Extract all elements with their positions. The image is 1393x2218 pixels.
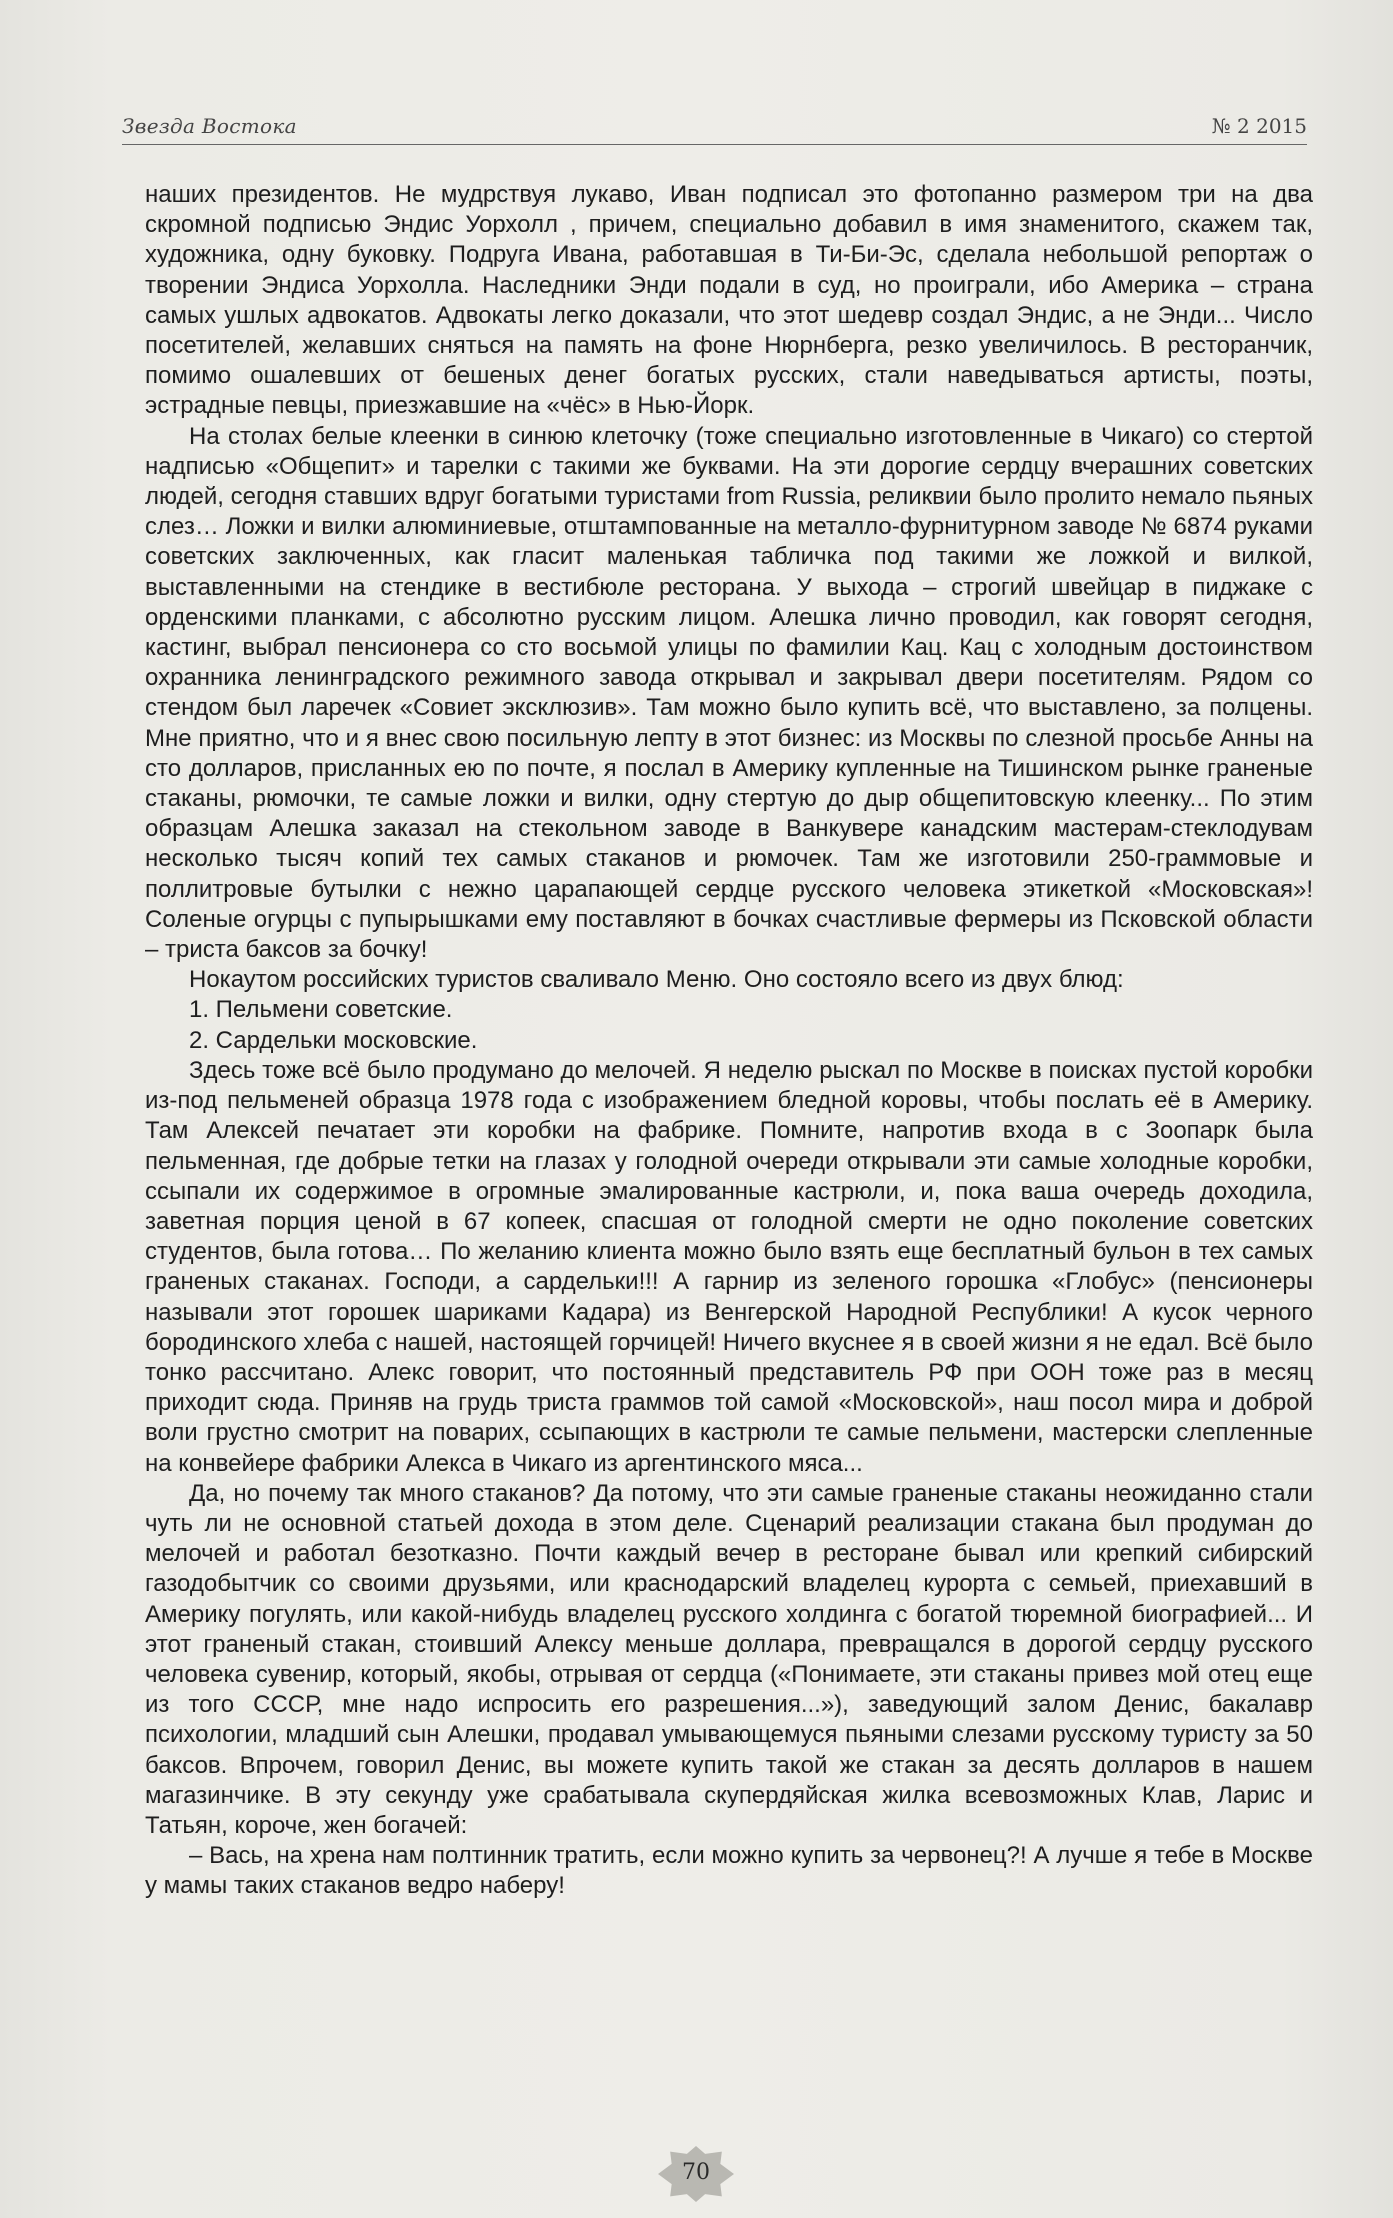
- issue-number: № 2 2015: [1211, 114, 1307, 138]
- paragraph: Нокаутом российских туристов сваливало Меню. Оно состояло всего из двух блюд:: [189, 966, 1124, 994]
- paragraph: – Вась, на хрена нам полтинник тратить, если можно купить за червонец?! А лучше я тебе в Москве у мамы таких стаканов ведро наберу!: [145, 1842, 1313, 1900]
- journal-title: Звезда Востока: [122, 114, 297, 138]
- paragraph: Здесь тоже всё было продумано до мелочей. Я неделю рыскал по Москве в поисках пустой коробки из-под пельменей образца 1978 года с изображением бледной коровы, чтобы послать её в Америку. Там Алексей печатает эти коробки на фабрике. Помните, напротив входа в с Зоопарк была пельменная, где добрые тетки на глазах у голодной очереди открывали эти самые холодные коробки, ссыпали их содержимое в огромные эмалированные кастрюли, и, пока ваша очередь доходила, заветная порция ценой в 67 копеек, спасшая от голодной смерти не одно поколение советских студентов, была готова… По желанию клиента можно было взять еще бесплатный бульон в тех самых граненых стаканах. Господи, а сардельки!!! А гарнир из зеленого горошка «Глобус» (пенсионеры называли этот горошек шариками Кадара) из Венгерской Народной Республики! А кусок черного бородинского хлеба с нашей, настоящей горчицей! Ничего вкуснее я в своей жизни я не едал. Всё было тонко рассчитано. Алекс говорит, что постоянный представитель РФ при ООН тоже раз в месяц приходит сюда. Приняв на грудь триста граммов той самой «Московской», наш посол мира и доброй воли грустно смотрит на поварих, ссыпающих в кастрюли те самые пельмени, мастерски слепленные на конвейере фабрики Алекса в Чикаго из аргентинского мяса...: [145, 1056, 1313, 1477]
- running-header: [122, 108, 1307, 148]
- header-divider: [122, 144, 1307, 145]
- menu-item: 2. Сардельки московские.: [189, 1026, 478, 1054]
- paragraph: Да, но почему так много стаканов? Да потому, что эти самые граненые стаканы неожиданно стали чуть ли не основной статьей дохода в этом деле. Сценарий реализации стакана был продуман до мелочей и работал безотказно. Почти каждый вечер в ресторане бывал или крепкий сибирский газодобытчик со своими друзьями, или краснодарский владелец курорта с семьей, приехавший в Америку погулять, или какой-нибудь владелец русского холдинга с богатой тюремной биографией... И этот граненый стакан, стоивший Алексу меньше доллара, превращался в дорогой сердцу русского человека сувенир, который, якобы, отрывая от сердца («Понимаете, эти стаканы привез мой отец еще из того СССР, мне надо испросить его разрешения...»), заведующий залом Денис, бакалавр психологии, младший сын Алешки, продавал умывающемуся пьяными слезами русскому туристу за 50 баксов. Впрочем, говорил Денис, вы можете купить такой же стакан за десять долларов в нашем магазинчике. В эту секунду уже срабатывала скупердяйская жилка всевозможных Клав, Ларис и Татьян, короче, жен богачей:: [145, 1479, 1313, 1839]
- menu-item: 1. Пельмени советские.: [189, 996, 453, 1024]
- paragraph: На столах белые клеенки в синюю клеточку (тоже специально изготовленные в Чикаго) со стертой надписью «Общепит» и тарелки с такими же буквами. На эти дорогие сердцу вчерашних советских людей, сегодня ставших вдруг богатыми туристами from Russia, реликвии было пролито немало пьяных слез… Ложки и вилки алюминиевые, отштампованные на металло-фурнитурном заводе № 6874 руками советских заключенных, как гласит маленькая табличка под такими же ложкой и вилкой, выставленными на стендике в вестибюле ресторана. У выхода – строгий швейцар в пиджаке с орденскими планками, с абсолютно русским лицом. Алешка лично проводил, как говорят сегодня, кастинг, выбрал пенсионера со сто восьмой улицы по фамилии Кац. Кац с холодным достоинством охранника ленинградского режимного завода открывал и закрывал двери посетителям. Рядом со стендом был ларечек «Совиет эксклюзив». Там можно было купить всё, что выставлено, за полцены. Мне приятно, что и я внес свою посильную лепту в этот бизнес: из Москвы по слезной просьбе Анны на сто долларов, присланных ею по почте, я послал в Америку купленные на Тишинском рынке граненые стаканы, рюмочки, те самые ложки и вилки, одну стертую до дыр общепитовскую клеенку... По этим образцам Алешка заказал на стекольном заводе в Ванкувере канадским мастерам-стеклодувам несколько тысяч копий тех самых стаканов и рюмочек. Там же изготовили 250-граммовые и поллитровые бутылки с нежно царапающей сердце русского человека этикеткой «Московская»! Соленые огурцы с пупырышками ему поставляют в бочках счастливые фермеры из Псковской области – триста баксов за бочку!: [145, 422, 1313, 964]
- page-number: 70: [682, 2160, 710, 2185]
- paragraph: наших президентов. Не мудрствуя лукаво, Иван подписал это фотопанно размером три на два скромной подписью Эндис Уорхолл , причем, специально добавил в имя знаменитого, скажем так, художника, одну буковку. Подруга Ивана, работавшая в Ти-Би-Эс, сделала небольшой репортаж о творении Эндиса Уорхолла. Наследники Энди подали в суд, но проиграли, ибо Америка – страна самых ушлых адвокатов. Адвокаты легко доказали, что этот шедевр создал Эндис, а не Энди... Число посетителей, желавших сняться на память на фоне Нюрнберга, резко увеличилось. В ресторанчик, помимо ошалевших от бешеных денег богатых русских, стали наведываться артисты, поэты, эстрадные певцы, приезжавшие на «чёс» в Нью-Йорк.: [145, 181, 1313, 420]
- article-body: [145, 180, 1313, 1902]
